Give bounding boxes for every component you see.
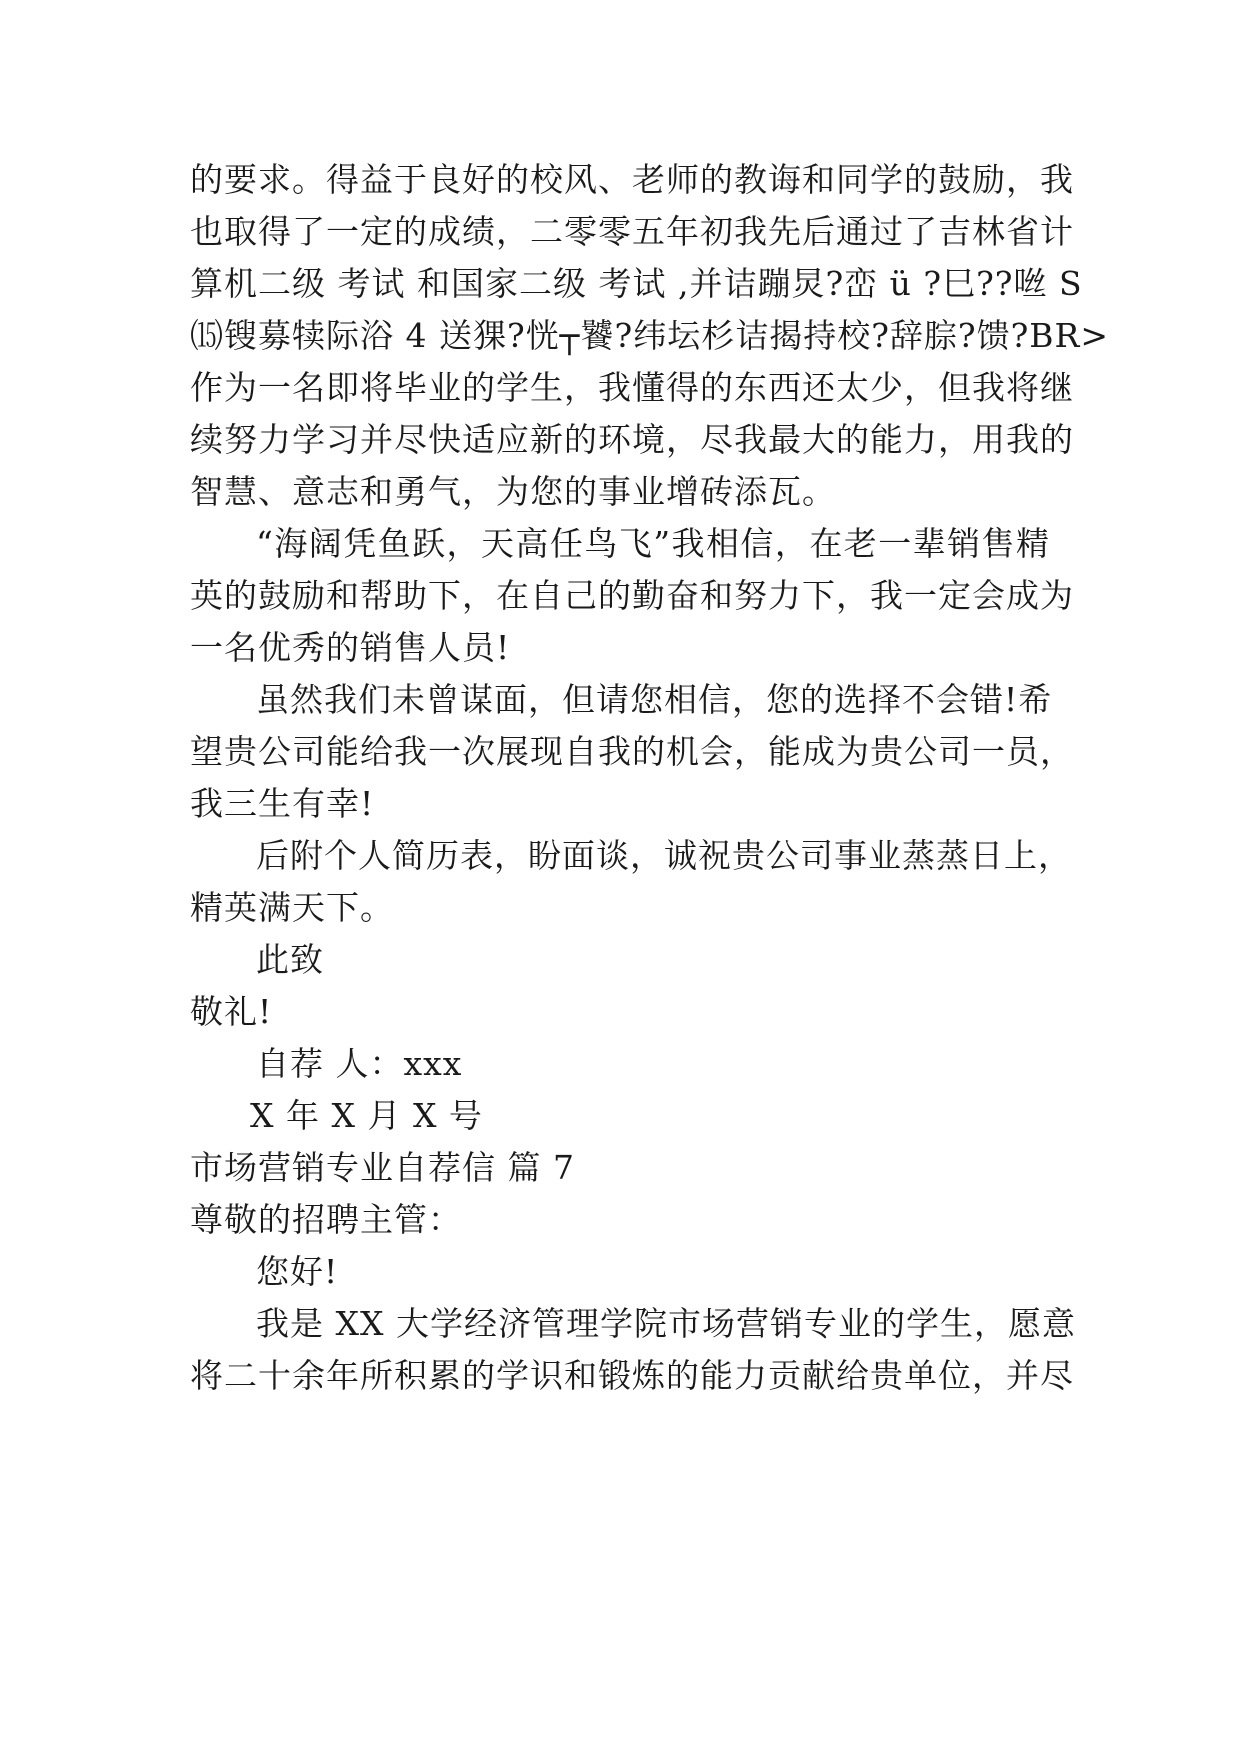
paragraph-start-line: 后附个人简历表，盼面谈，诚祝贵公司事业蒸蒸日上，	[256, 836, 1072, 875]
text-line: 也取得了一定的成绩，二零零五年初我先后通过了吉林省计	[190, 212, 1074, 251]
salutation-closing: 敬礼!	[190, 992, 273, 1031]
text-line: 我三生有幸!	[190, 784, 375, 823]
paragraph-start-line: 虽然我们未曾谋面，但请您相信，您的选择不会错!希	[256, 680, 1053, 719]
text-line: 望贵公司能给我一次展现自我的机会，能成为贵公司一员，	[190, 732, 1074, 771]
paragraph-start-line: 我是 XX 大学经济管理学院市场营销专业的学生，愿意	[256, 1304, 1076, 1343]
paragraph-start-line: “海阔凭鱼跃，天高任鸟飞”我相信，在老一辈销售精	[256, 524, 1050, 563]
recipient-line: 尊敬的招聘主管：	[190, 1200, 462, 1239]
text-line: 一名优秀的销售人员!	[190, 628, 511, 667]
text-line: 英的鼓励和帮助下，在自己的勤奋和努力下，我一定会成为	[190, 576, 1074, 615]
text-line: 智慧、意志和勇气，为您的事业增砖添瓦。	[190, 472, 836, 511]
text-line: 将二十余年所积累的学识和锻炼的能力贡献给贵单位，并尽	[190, 1356, 1074, 1395]
text-line: 续努力学习并尽快适应新的环境，尽我最大的能力，用我的	[190, 420, 1074, 459]
closing-greeting: 此致	[256, 940, 324, 979]
section-title: 市场营销专业自荐信 篇 7	[190, 1148, 575, 1187]
text-line: 的要求。得益于良好的校风、老师的教诲和同学的鼓励，我	[190, 160, 1074, 199]
greeting-line: 您好!	[256, 1252, 339, 1291]
text-line: 作为一名即将毕业的学生，我懂得的东西还太少，但我将继	[190, 368, 1074, 407]
date-line: X 年 X 月 X 号	[250, 1096, 483, 1135]
text-line: 算机二级 考试 和国家二级 考试 ,并诘蹦炅?峦 ü ?巳??咝 S	[190, 264, 1083, 303]
signature-line: 自荐 人：xxx	[256, 1044, 463, 1083]
text-line: 精英满天下。	[190, 888, 394, 927]
garbled-text-line: ⒂锼募犊际浴 4 送猓?恍┬饕?纬坛杉诘揭持校?辞腙?馈?BR>	[190, 316, 1110, 355]
